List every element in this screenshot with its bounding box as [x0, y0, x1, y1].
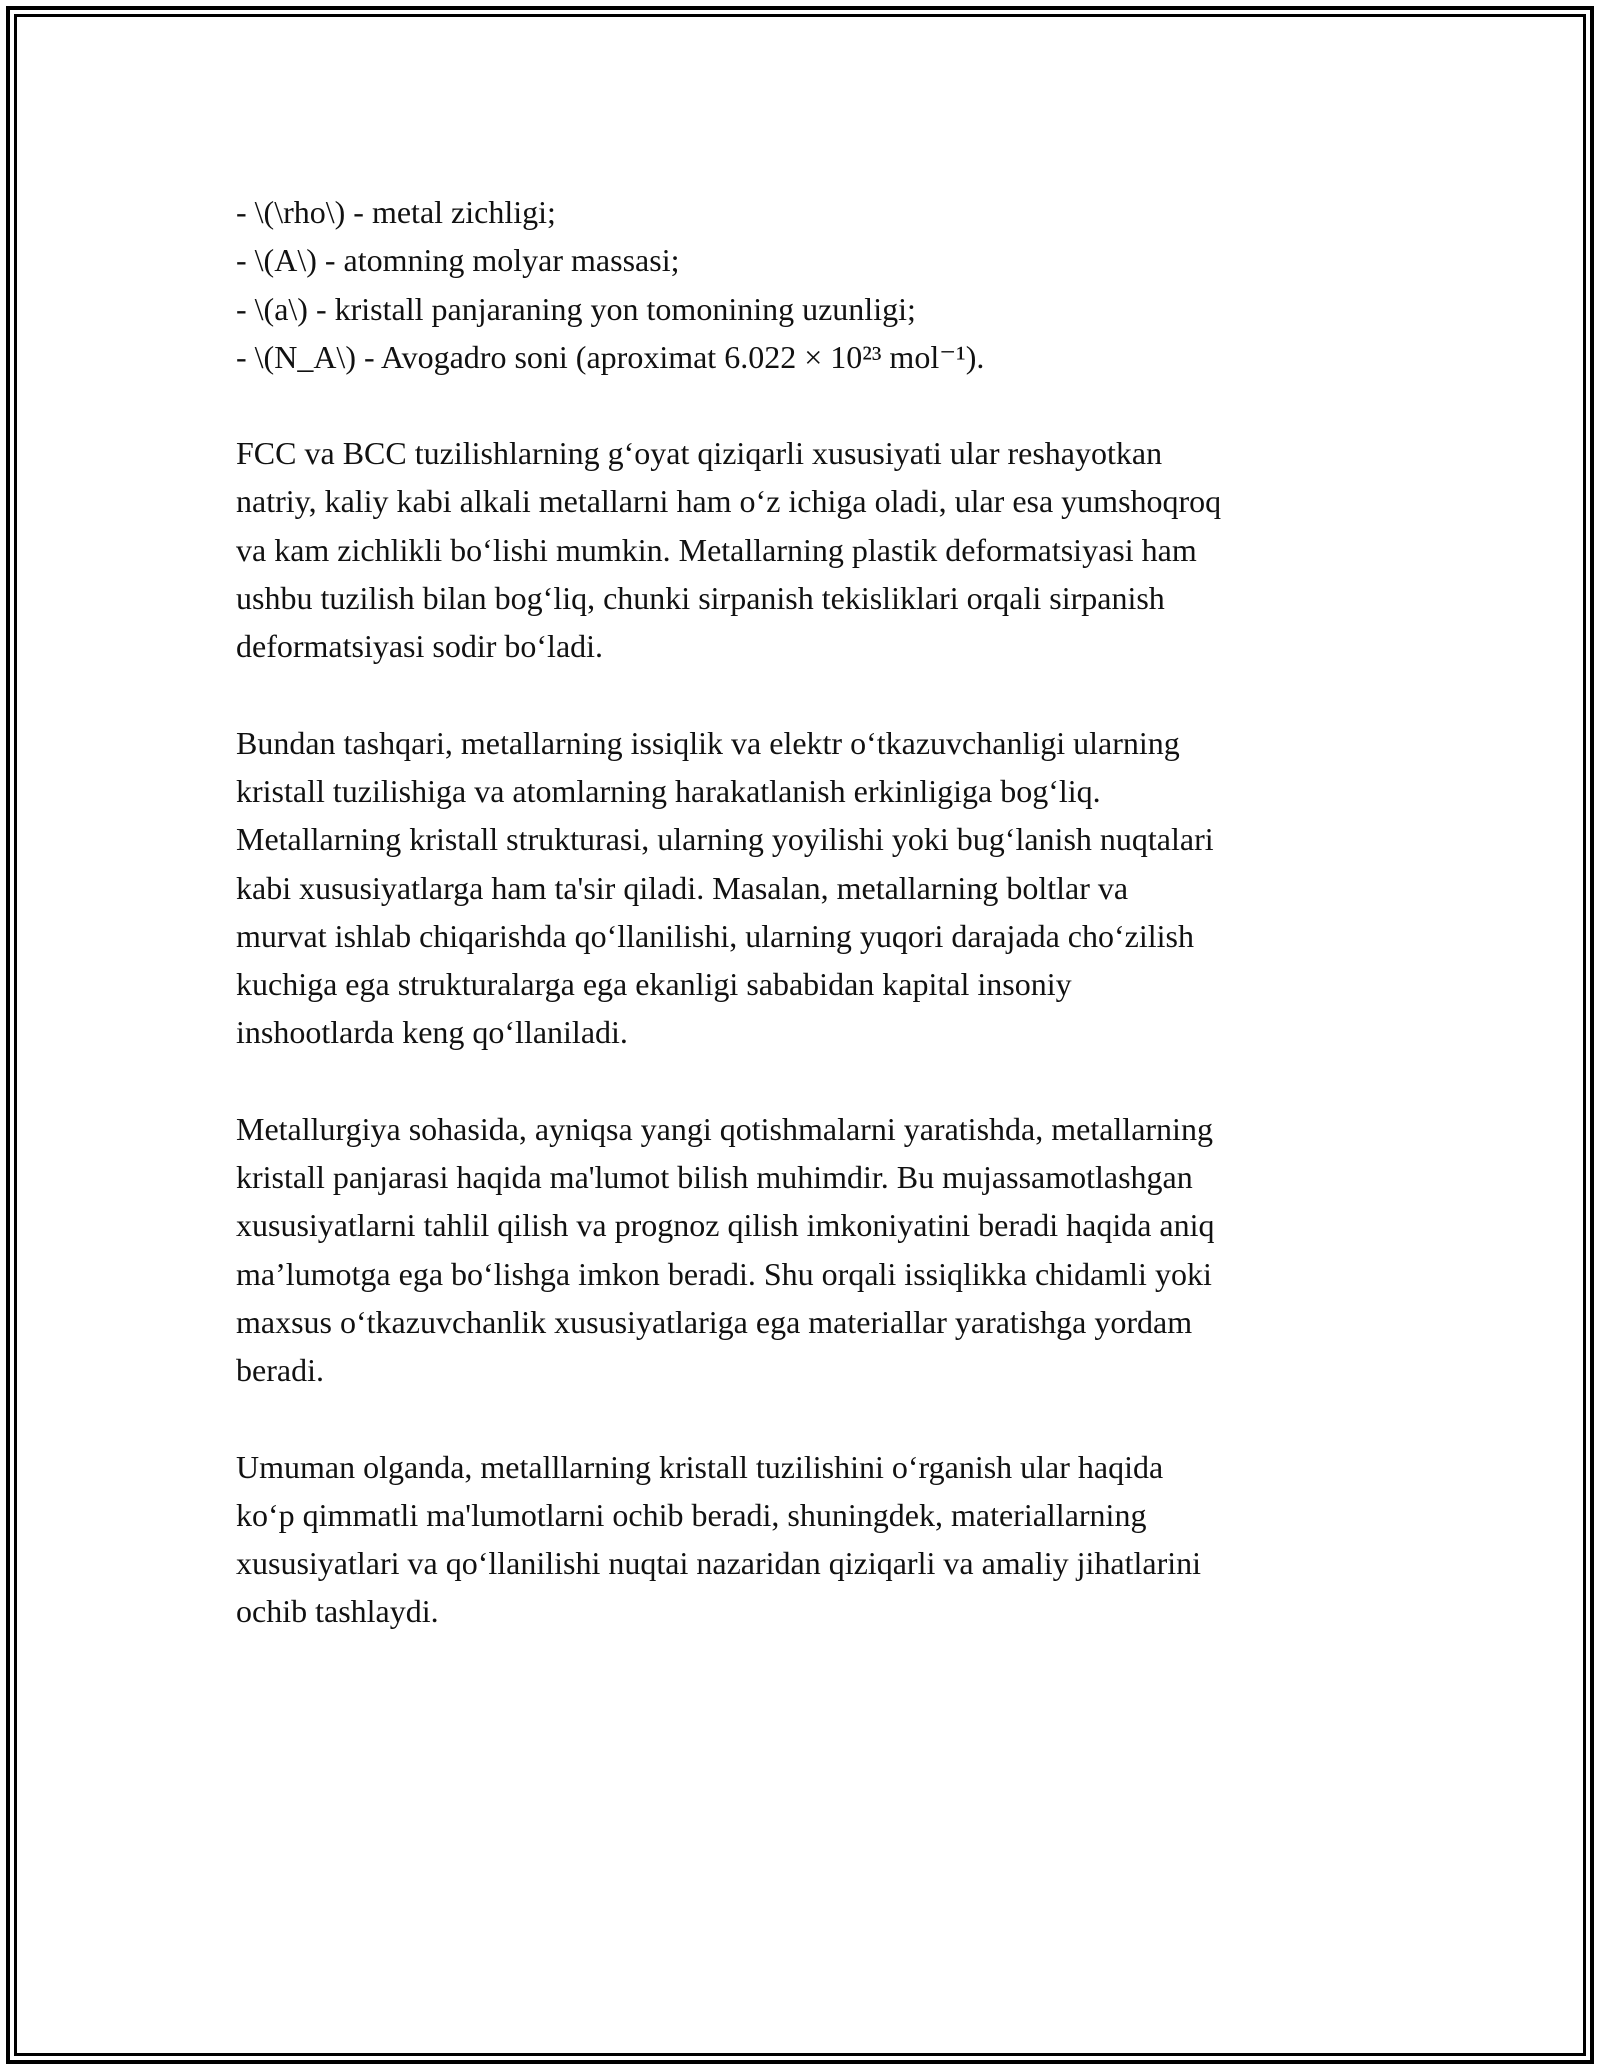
paragraph-fcc-bcc: FCC va BCC tuzilishlarning g‘oyat qiziqarli xususiyati ular reshayotkan natriy, kaliy kabi alkali metallarni ham o‘z ichiga oladi, ular esa yumshoqroq va kam zichlikli bo‘lishi mumkin. Metallarning plastik deformatsiyasi ham ushbu tuzilish bilan bog‘liq, chunki sirpanish tekisliklari orqali sirpanish deformatsiyasi sodir bo‘ladi. [236, 435, 1222, 665]
definition-lattice-edge: - \(a\) - kristall panjaraning yon tomonining uzunligi; [236, 290, 916, 327]
definition-density: - \(\rho\) - metal zichligi; [236, 194, 556, 230]
paragraph-conductivity: Bundan tashqari, metallarning issiqlik va elektr o‘tkazuvchanligi ularning kristall tuzilishiga va atomlarning harakatlanish erkinligiga bog‘liq. Metallarning kristall strukturasi, ularning yoyilishi yoki bug‘lanish nuqtalari kabi xususiyatlarga ham ta'sir qiladi. Masalan, metallarning boltlar va murvat ishlab chiqarishda qo‘llanilishi, ularning yuqori darajada cho‘zilish kuchiga ega strukturalarga ega ekanligi sababidan kapital insoniy inshootlarda keng qo‘llaniladi. [236, 724, 1214, 1051]
document-body [236, 188, 1386, 1684]
variable-definitions [236, 188, 1386, 381]
definition-molar-mass: - \(A\) - atomning molyar massasi; [236, 242, 680, 279]
paragraph-conclusion: Umuman olganda, metalllarning kristall tuzilishini o‘rganish ular haqida ko‘p qimmatli ma'lumotlarni ochib beradi, shuningdek, materiallarning xususiyatlari va qo‘llanilishi nuqtai nazaridan qiziqarli va amaliy jihatlarini ochib tashlaydi. [236, 1448, 1202, 1630]
definition-avogadro: - \(N_A\) - Avogadro soni (aproximat 6.022 × 10²³ mol⁻¹). [236, 338, 985, 375]
paragraph-metallurgy: Metallurgiya sohasida, ayniqsa yangi qotishmalarni yaratishda, metallarning kristall panjarasi haqida ma'lumot bilish muhimdir. Bu mujassamotlashgan xususiyatlarni tahlil qilish va prognoz qilish imkoniyatini beradi haqida aniq ma’lumotga ega bo‘lishga imkon beradi. Shu orqali issiqlikka chidamli yoki maxsus o‘tkazuvchanlik xususiyatlariga ega materiallar yaratishga yordam beradi. [236, 1110, 1215, 1389]
